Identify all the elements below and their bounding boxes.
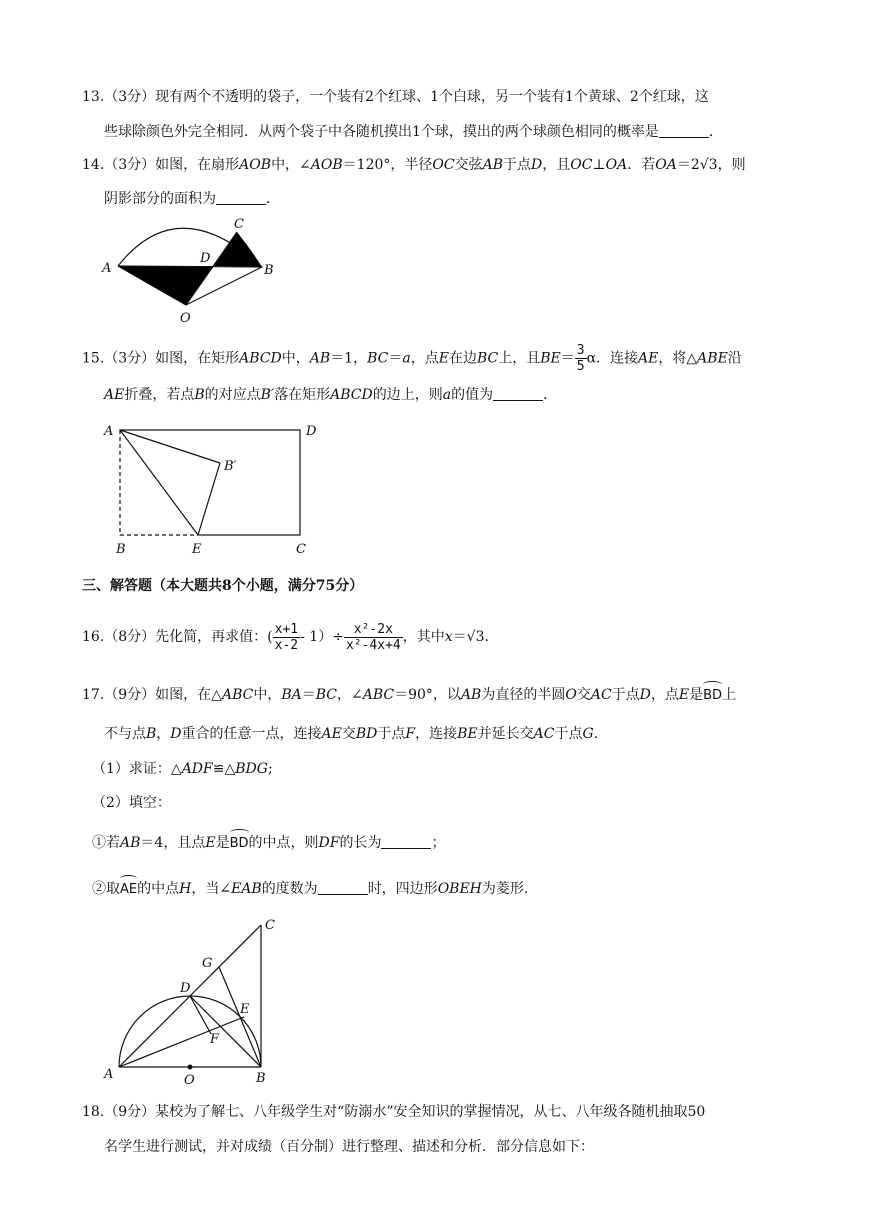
semicircle-figure — [98, 912, 298, 1092]
label-f: F — [210, 1032, 220, 1047]
segment-bg — [219, 967, 261, 1067]
label-b: B — [264, 263, 274, 278]
fraction-3-5: $\frac{3}{5}$ — [576, 343, 585, 374]
q14-line-2: 阴影部分的面积为 ． — [104, 191, 280, 207]
label-bprime: B′ — [224, 459, 237, 474]
label-b: B — [256, 1071, 266, 1086]
label-c: C — [265, 918, 275, 933]
label-a: A — [102, 261, 112, 276]
label-b: B — [116, 542, 126, 557]
q15-line-2: AE折叠，若点B的对应点B′落在矩形ABCD的边上，则a的值为 ． — [104, 387, 558, 403]
q13-line-1: 13.（3分）现有两个不透明的袋子，一个装有2个红球、1个白球，另一个装有1个黄球、2个红球，这 — [82, 89, 709, 105]
arc-bd: BD — [230, 833, 249, 855]
segment-ae — [120, 430, 198, 535]
label-a: A — [104, 1067, 114, 1082]
q17-sub-1: （1）求证：△ADF≌△BDG; — [92, 761, 273, 777]
rectangle-figure — [100, 418, 330, 563]
q17-line-1: 17.（9分）如图，在△ABC中，BA＝BC，∠ABC＝90°，以AB为直径的半圆O交AC于点D，点E是BD上 — [82, 684, 736, 707]
q16-line: 16.（8分）先化简，再求值：( $\frac{x+1}{x-2}$ - 1）÷ $\frac{\text{x²-2x}}{\text{x²-4x+4}}$ ，其中x＝√3. — [82, 621, 489, 653]
label-c: C — [296, 542, 306, 557]
q14-line-1: 14.（3分）如图，在扇形AOB中，∠AOB＝120°，半径OC交弦AB于点D，且OC⊥OA．若OA＝2√3，则 — [82, 157, 746, 173]
label-e: E — [240, 1002, 250, 1017]
arc-bd: BD — [703, 685, 722, 707]
label-c: C — [234, 217, 244, 232]
segment-df — [190, 996, 211, 1034]
q13-end: ． — [708, 124, 723, 140]
sector-figure — [98, 212, 278, 324]
answer-blank — [493, 386, 543, 401]
label-d: D — [180, 981, 191, 996]
answer-blank — [659, 123, 709, 138]
segment-bpe — [198, 463, 220, 535]
label-o: O — [180, 311, 191, 326]
q13-text: 些球除颜色外完全相同．从两个袋子中各随机摸出1个球，摸出的两个球颜色相同的概率是 — [104, 124, 659, 140]
q15-line-1: 15.（3分）如图，在矩形ABCD中，AB＝1，BC＝a，点E在边BC上，且BE＝ $\frac{3}{5}$ α．连接AE，将△ABE沿 — [82, 343, 742, 374]
q18-line-2: 名学生进行测试，并对成绩（百分制）进行整理、描述和分析．部分信息如下： — [104, 1139, 594, 1155]
label-g: G — [202, 956, 213, 971]
q17-item-2: ②取AE的中点H，当∠EAB的度数为 时，四边形OBEH为菱形. — [92, 878, 528, 901]
label-o: O — [184, 1073, 195, 1088]
answer-blank — [216, 190, 266, 205]
segment-bd — [190, 996, 261, 1067]
arc-ae: AE — [120, 879, 137, 901]
q13-line-2 — [104, 121, 723, 143]
rectangle-abcd — [120, 430, 300, 535]
answer-blank — [381, 834, 431, 849]
segment-ae — [119, 1017, 244, 1067]
label-e: E — [192, 542, 202, 557]
fraction-quadratic: $\frac{\text{x²-2x}}{\text{x²-4x+4}}$ — [345, 621, 401, 653]
label-d: D — [306, 424, 317, 439]
fraction-x1-x2: $\frac{x+1}{x-2}$ — [274, 621, 299, 653]
label-a: A — [104, 424, 114, 439]
segment-abp — [120, 430, 220, 463]
q18-line-1: 18.（9分）某校为了解七、八年级学生对“防溺水”安全知识的掌握情况，从七、八年级各随机抽取50 — [82, 1104, 706, 1120]
q17-item-1: ①若AB＝4，且点E是BD的中点，则DF的长为 ； — [92, 832, 445, 855]
label-d: D — [200, 251, 211, 266]
answer-blank — [318, 880, 368, 895]
q17-sub-2: （2）填空： — [92, 795, 171, 811]
section-heading: 三、解答题（本大题共8个小题，满分75分） — [82, 578, 364, 594]
center-o — [188, 1065, 193, 1070]
q17-line-2: 不与点B，D重合的任意一点，连接AE交BD于点F，连接BE并延长交AC于点G. — [104, 726, 599, 742]
